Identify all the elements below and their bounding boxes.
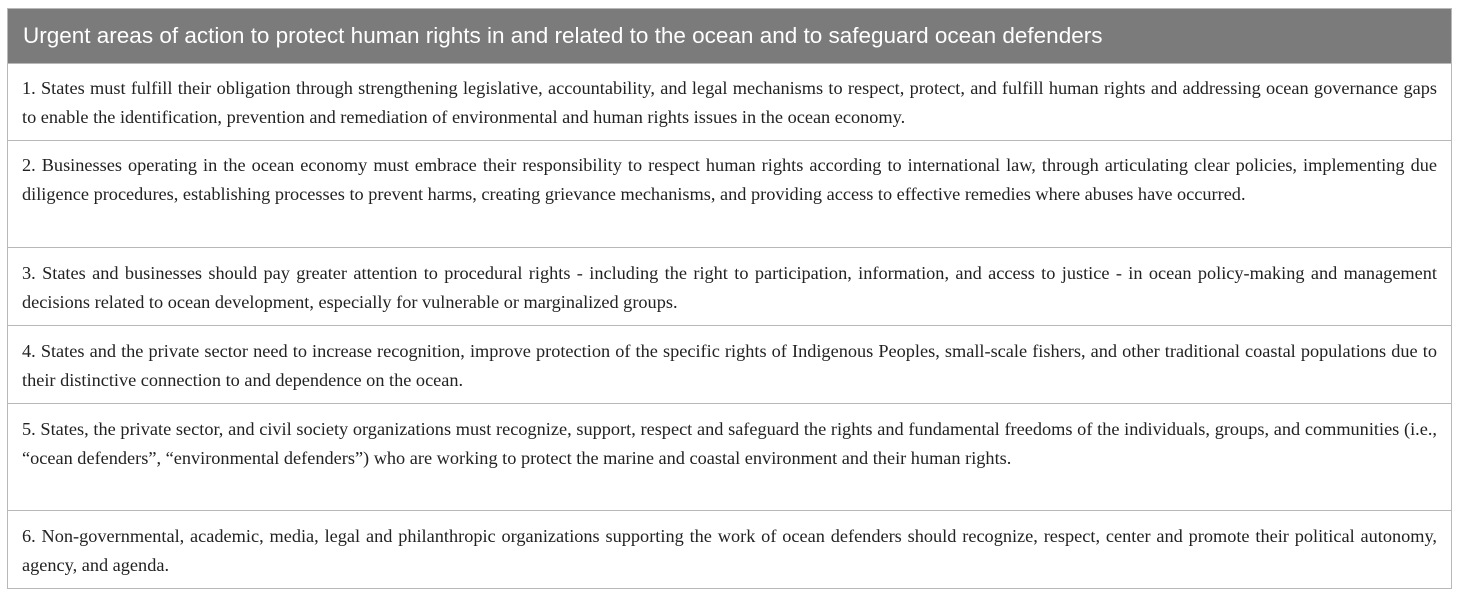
table-row: 2. Businesses operating in the ocean economy must embrace their responsibility to respect human rights according to international law, through articulating clear policies, implementing due diligence procedures, establishing processes to prevent harms, creating grievance mechanisms, and providing access to effective remedies where abuses have occurred. bbox=[8, 140, 1451, 247]
table-row: 1. States must fulfill their obligation through strengthening legislative, accountability, and legal mechanisms to respect, protect, and fulfill human rights and addressing ocean governance gaps to enable the identification, prevention and remediation of environmental and human rights issues in the ocean economy. bbox=[8, 63, 1451, 140]
table-row: 3. States and businesses should pay greater attention to procedural rights - including the right to participation, information, and access to justice - in ocean policy-making and management decisions related to ocean development, especially for vulnerable or marginalized groups. bbox=[8, 247, 1451, 325]
table-header: Urgent areas of action to protect human rights in and related to the ocean and to safeguard ocean defenders bbox=[8, 9, 1451, 63]
table-row: 5. States, the private sector, and civil society organizations must recognize, support, respect and safeguard the rights and fundamental freedoms of the individuals, groups, and communities (i.e., “ocean defenders”, “environmental defenders”) who are working to protect the marine and coastal environment and their human rights. bbox=[8, 403, 1451, 510]
table-row: 6. Non-governmental, academic, media, legal and philanthropic organizations supporting the work of ocean defenders should recognize, respect, center and promote their political autonomy, agency, and agenda. bbox=[8, 510, 1451, 588]
table-row: 4. States and the private sector need to increase recognition, improve protection of the specific rights of Indigenous Peoples, small-scale fishers, and other traditional coastal populations due to their distinctive connection to and dependence on the ocean. bbox=[8, 325, 1451, 403]
action-areas-table bbox=[7, 8, 1452, 589]
